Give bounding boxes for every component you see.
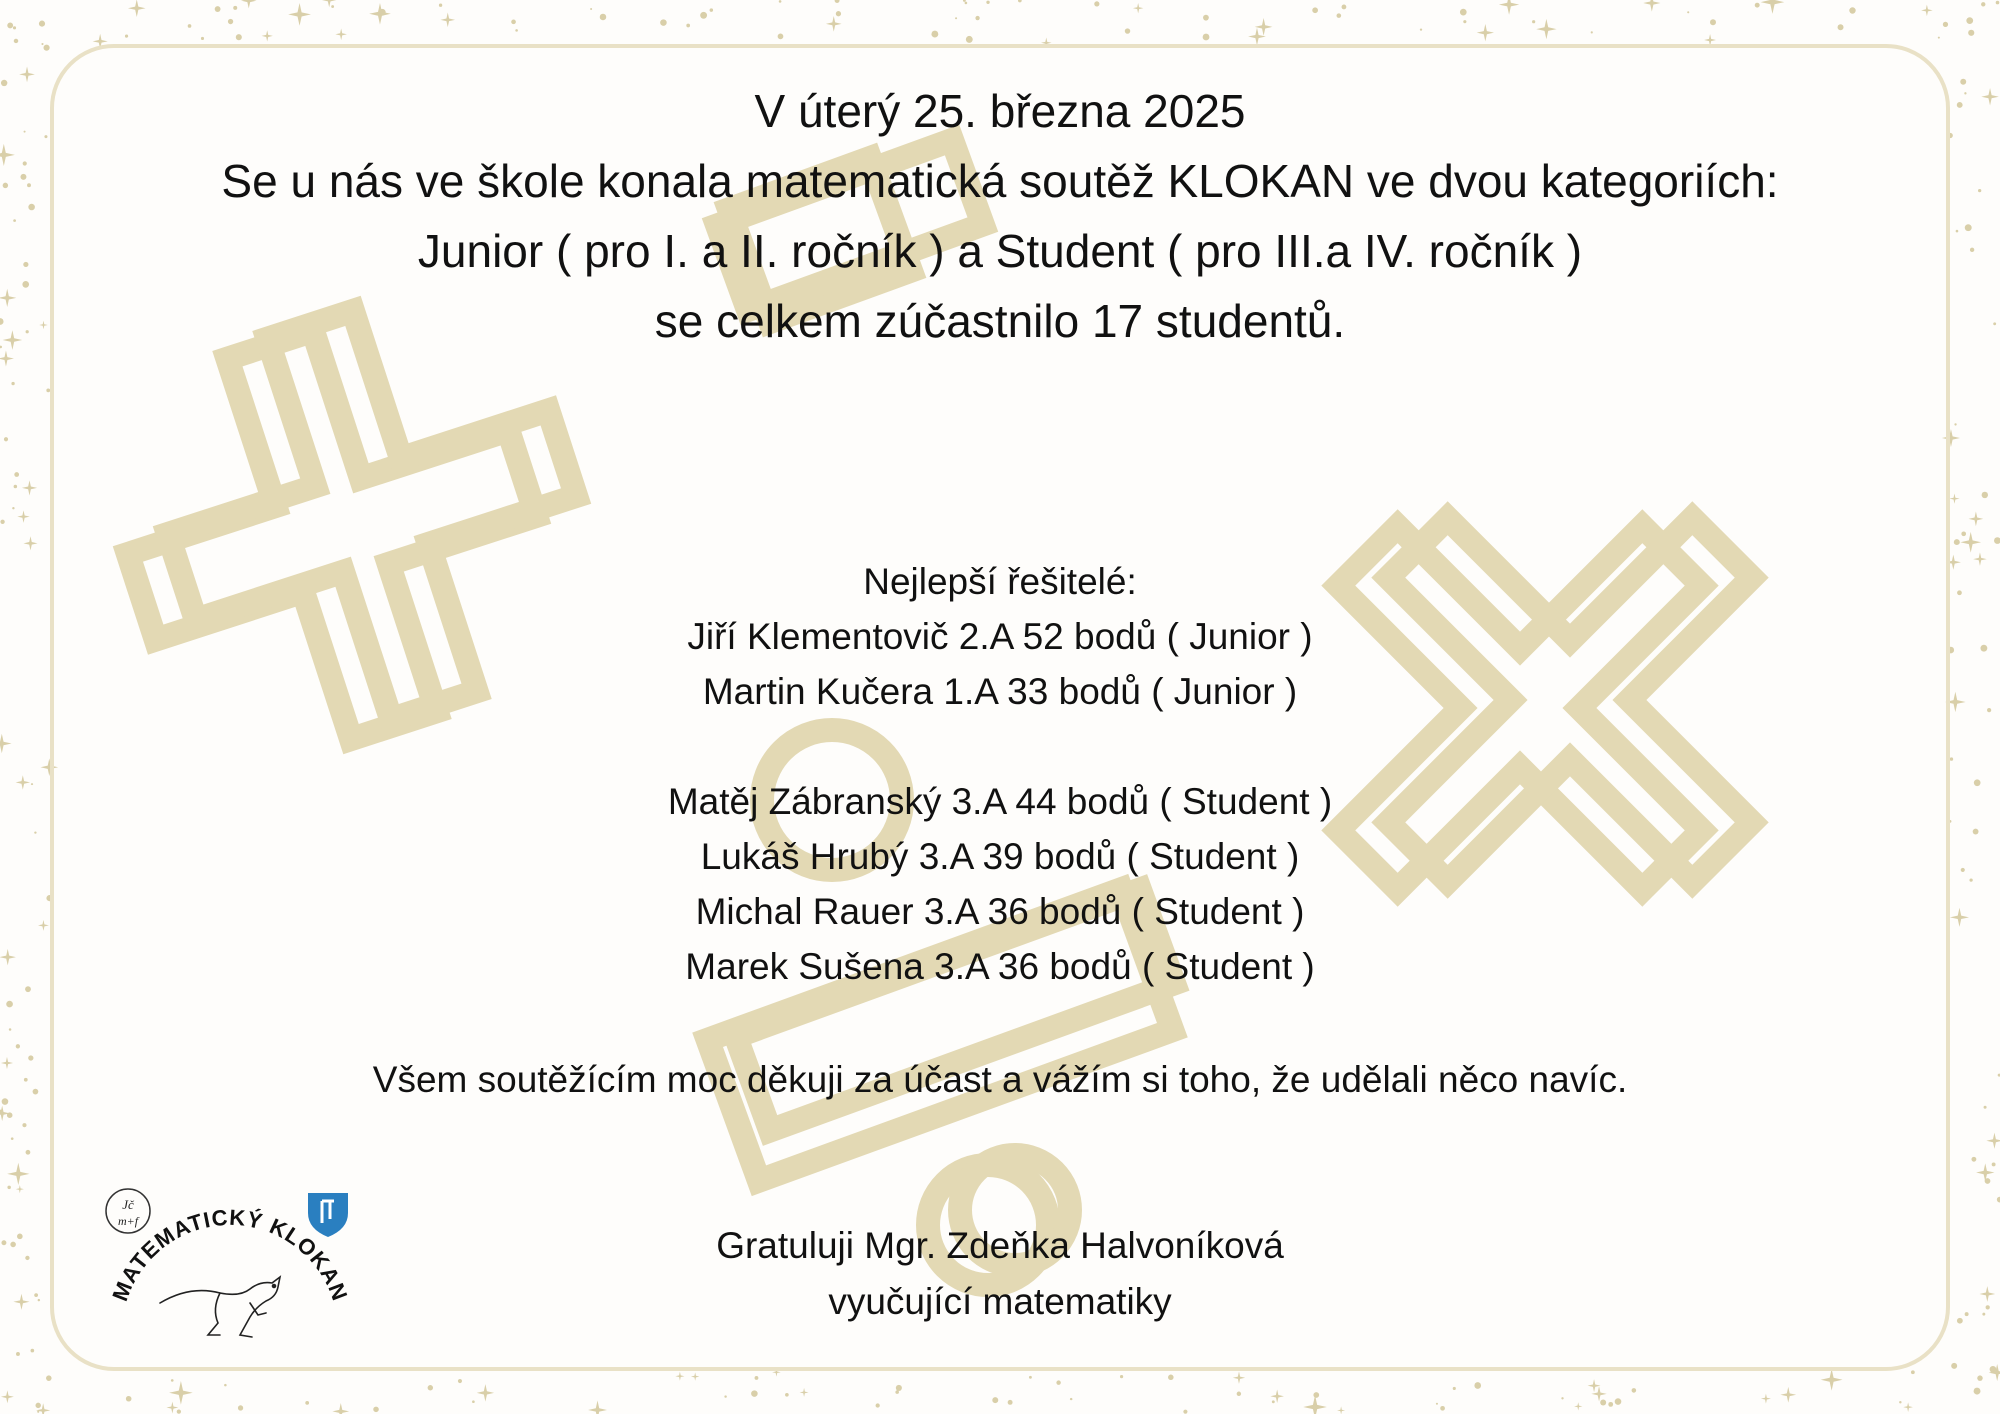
star-dot	[238, 1405, 243, 1410]
star-dot	[31, 1349, 35, 1353]
star-dot	[1561, 1397, 1563, 1399]
star-dot	[1992, 1162, 1996, 1166]
star-icon	[1969, 512, 1984, 527]
star-dot	[1272, 1400, 1275, 1403]
star-dot	[1120, 1375, 1123, 1378]
star-dot	[590, 8, 592, 10]
star-dot	[1460, 9, 1467, 16]
star-dot	[1474, 1382, 1481, 1389]
star-dot	[13, 26, 16, 29]
star-dot	[1968, 30, 1974, 36]
star-dot	[1954, 423, 1956, 425]
star-icon	[1949, 493, 1959, 503]
star-dot	[331, 5, 334, 8]
star-dot	[458, 1379, 462, 1383]
star-icon	[1643, 0, 1660, 12]
star-dot	[16, 1352, 20, 1356]
star-dot	[1453, 1387, 1456, 1390]
kangaroo-icon	[160, 1277, 280, 1337]
star-icon	[23, 536, 37, 550]
participant-count: se celkem zúčastnilo 17 studentů.	[654, 295, 1346, 347]
star-dot	[1420, 29, 1422, 31]
signature-role: vyučující matematiky	[828, 1281, 1172, 1322]
star-dot	[751, 1390, 758, 1397]
list-item: Michal Rauer 3.A 36 bodů ( Student )	[695, 891, 1305, 932]
list-item: Matěj Zábranský 3.A 44 bodů ( Student )	[667, 781, 1333, 822]
star-dot	[1313, 1392, 1319, 1398]
star-icon	[1903, 1402, 1913, 1412]
star-dot	[778, 33, 784, 39]
star-dot	[896, 1385, 902, 1391]
star-dot	[188, 24, 192, 28]
star-dot	[14, 472, 19, 477]
star-icon	[241, 0, 257, 8]
star-dot	[1687, 11, 1689, 13]
star-dot	[224, 1384, 227, 1387]
star-dot	[1982, 492, 1988, 498]
star-dot	[931, 31, 938, 38]
star-dot	[700, 12, 707, 19]
star-dot	[37, 1411, 39, 1413]
star-dot	[1183, 1410, 1187, 1414]
star-dot	[126, 1396, 132, 1402]
event-categories: Junior ( pro I. a II. ročník ) a Student ( pro III.a IV. ročník )	[417, 225, 1583, 277]
star-dot	[44, 45, 50, 51]
klokan-logo-graphic	[100, 1185, 360, 1355]
star-icon	[588, 1401, 607, 1414]
list-item: Martin Kučera 1.A 33 bodů ( Junior )	[702, 671, 1298, 712]
star-dot	[710, 8, 713, 11]
star-dot	[686, 24, 690, 28]
star-icon	[826, 16, 842, 32]
star-dot	[1312, 7, 1318, 13]
klokan-logo	[100, 1185, 360, 1355]
star-dot	[7, 22, 13, 28]
star-dot	[876, 1403, 880, 1407]
star-dot	[1838, 24, 1844, 30]
star-dot	[785, 1393, 789, 1397]
star-dot	[1996, 1, 2000, 5]
star-dot	[511, 20, 516, 25]
star-dot	[1971, 1157, 1976, 1162]
star-icon	[1780, 1387, 1796, 1403]
star-dot	[14, 485, 18, 489]
star-dot	[1008, 1400, 1013, 1405]
star-icon	[7, 1163, 29, 1185]
star-dot	[1463, 20, 1466, 23]
star-dot	[1070, 1398, 1072, 1400]
star-dot	[46, 389, 50, 393]
star-icon	[477, 1384, 494, 1401]
star-dot	[1094, 1, 1099, 6]
star-dot	[1337, 13, 1342, 18]
star-dot	[1168, 1375, 1174, 1381]
star-dot	[11, 382, 14, 385]
star-icon	[1574, 1402, 1582, 1410]
star-dot	[1591, 31, 1593, 33]
star-dot	[125, 34, 128, 37]
star-icon	[169, 1381, 193, 1405]
signature-name: Gratuluji Mgr. Zdeňka Halvoníková	[716, 1225, 1284, 1266]
star-dot	[724, 1395, 726, 1397]
star-dot	[1974, 1388, 1981, 1395]
star-icon	[1986, 1133, 2000, 1149]
star-icon	[16, 1185, 24, 1193]
star-dot	[373, 1407, 379, 1413]
star-dot	[39, 21, 45, 27]
winners-list	[0, 554, 2000, 994]
event-description: Se u nás ve škole konala matematická soutěž KLOKAN ve dvou kategoriích:	[221, 155, 1779, 207]
star-icon	[1337, 1406, 1345, 1414]
star-dot	[966, 36, 973, 43]
star-icon	[288, 3, 311, 26]
star-icon	[1942, 429, 1960, 447]
star-dot	[992, 1397, 998, 1403]
star-icon	[440, 13, 455, 28]
list-item: Lukáš Hrubý 3.A 39 bodů ( Student )	[700, 836, 1300, 877]
star-icon	[1233, 1372, 1245, 1384]
star-dot	[1943, 22, 1948, 27]
star-icon	[1499, 0, 1519, 15]
badge-icon	[106, 1189, 150, 1233]
thank-you-text: Všem soutěžícím moc děkuji za účast a vážím si toho, že udělali něco navíc.	[372, 1059, 1628, 1100]
star-dot	[1899, 1401, 1901, 1403]
star-dot	[1018, 0, 1022, 2]
star-dot	[7, 1112, 13, 1118]
star-dot	[9, 1028, 12, 1031]
star-icon	[335, 29, 347, 41]
star-dot	[965, 2, 968, 5]
star-icon	[1303, 1395, 1327, 1414]
star-dot	[1532, 20, 1535, 23]
star-dot	[600, 14, 607, 21]
star-dot	[46, 1375, 52, 1381]
star-dot	[177, 1409, 181, 1413]
star-icon	[800, 1388, 809, 1397]
star-dot	[660, 19, 667, 26]
star-dot	[6, 1001, 13, 1008]
star-icon	[17, 510, 29, 522]
star-dot	[228, 19, 233, 24]
star-dot	[305, 1401, 309, 1405]
star-dot	[439, 4, 442, 7]
star-dot	[1615, 1398, 1622, 1405]
star-dot	[1056, 1380, 1060, 1384]
star-dot	[233, 6, 237, 10]
star-icon	[322, 0, 336, 7]
star-dot	[1125, 28, 1130, 33]
star-dot	[1938, 37, 1940, 39]
star-dot	[1632, 1388, 1637, 1393]
list-item: Jiří Klementovič 2.A 52 bodů ( Junior )	[687, 616, 1313, 657]
star-dot	[379, 9, 386, 16]
star-icon	[166, 1402, 178, 1414]
star-icon	[1921, 5, 1933, 17]
star-dot	[4, 437, 8, 441]
list-spacer	[0, 719, 2000, 774]
list-item: Marek Sušena 3.A 36 bodů ( Student )	[685, 946, 1315, 987]
star-dot	[836, 11, 841, 16]
star-icon	[1477, 24, 1494, 41]
star-dot	[1961, 531, 1966, 536]
star-dot	[975, 16, 979, 20]
star-dot	[215, 6, 221, 12]
star-dot	[1237, 1392, 1241, 1396]
star-icon	[1821, 1369, 1843, 1391]
star-dot	[895, 1390, 899, 1394]
star-dot	[1911, 1370, 1915, 1374]
thank-you-note	[0, 1052, 2000, 1107]
badge-text-top: Jč	[122, 1197, 134, 1212]
star-dot	[171, 1379, 174, 1382]
star-dot	[11, 1137, 14, 1140]
star-dot	[7, 1186, 10, 1189]
star-dot	[1029, 1376, 1032, 1379]
star-dot	[515, 29, 518, 32]
star-dot	[1203, 34, 1210, 41]
star-dot	[201, 37, 204, 40]
star-icon	[1761, 0, 1785, 14]
star-dot	[1954, 539, 1960, 545]
star-dot	[835, 0, 840, 3]
announcement-header	[0, 76, 2000, 356]
logo-arched-text: MATEMATICKÝ KLOKAN	[107, 1204, 353, 1305]
star-dot	[14, 39, 18, 43]
star-icon	[1, 1390, 14, 1403]
badge-text-bottom: m+f	[117, 1214, 139, 1228]
star-dot	[1600, 1400, 1606, 1406]
event-date: V úterý 25. března 2025	[754, 85, 1246, 137]
star-dot	[428, 1385, 433, 1390]
star-dot	[955, 17, 957, 19]
star-dot	[1977, 1375, 1982, 1380]
star-dot	[1440, 1406, 1445, 1411]
star-dot	[1436, 1403, 1438, 1405]
star-dot	[1755, 3, 1760, 8]
star-dot	[12, 507, 14, 509]
winners-heading: Nejlepší řešitelé:	[863, 561, 1137, 602]
star-icon	[691, 1372, 699, 1380]
star-dot	[26, 1150, 31, 1155]
star-dot	[41, 43, 43, 45]
star-dot	[472, 1400, 475, 1403]
star-icon	[675, 1372, 684, 1381]
star-dot	[779, 0, 782, 3]
star-dot	[755, 1376, 759, 1380]
star-icon	[262, 30, 273, 41]
star-dot	[1710, 19, 1716, 25]
star-dot	[1849, 7, 1855, 13]
star-icon	[1536, 19, 1556, 39]
star-dot	[963, 0, 966, 2]
star-dot	[35, 1403, 40, 1408]
star-dot	[1342, 5, 1347, 10]
star-icon	[332, 1403, 349, 1414]
star-dot	[1608, 1402, 1613, 1407]
star-dot	[16, 1044, 20, 1048]
star-icon	[128, 0, 146, 17]
star-dot	[1981, 2, 1985, 6]
star-dot	[1994, 537, 2000, 544]
star-icon	[1761, 1394, 1771, 1404]
star-icon	[1976, 1163, 1994, 1181]
star-dot	[1203, 15, 1209, 21]
star-icon	[1133, 3, 1143, 13]
star-dot	[22, 1123, 26, 1127]
star-dot	[236, 34, 242, 40]
star-dot	[986, 1, 989, 4]
star-dot	[1966, 17, 1973, 24]
star-icon	[22, 480, 37, 495]
star-dot	[0, 520, 4, 524]
star-dot	[1951, 1363, 1957, 1369]
